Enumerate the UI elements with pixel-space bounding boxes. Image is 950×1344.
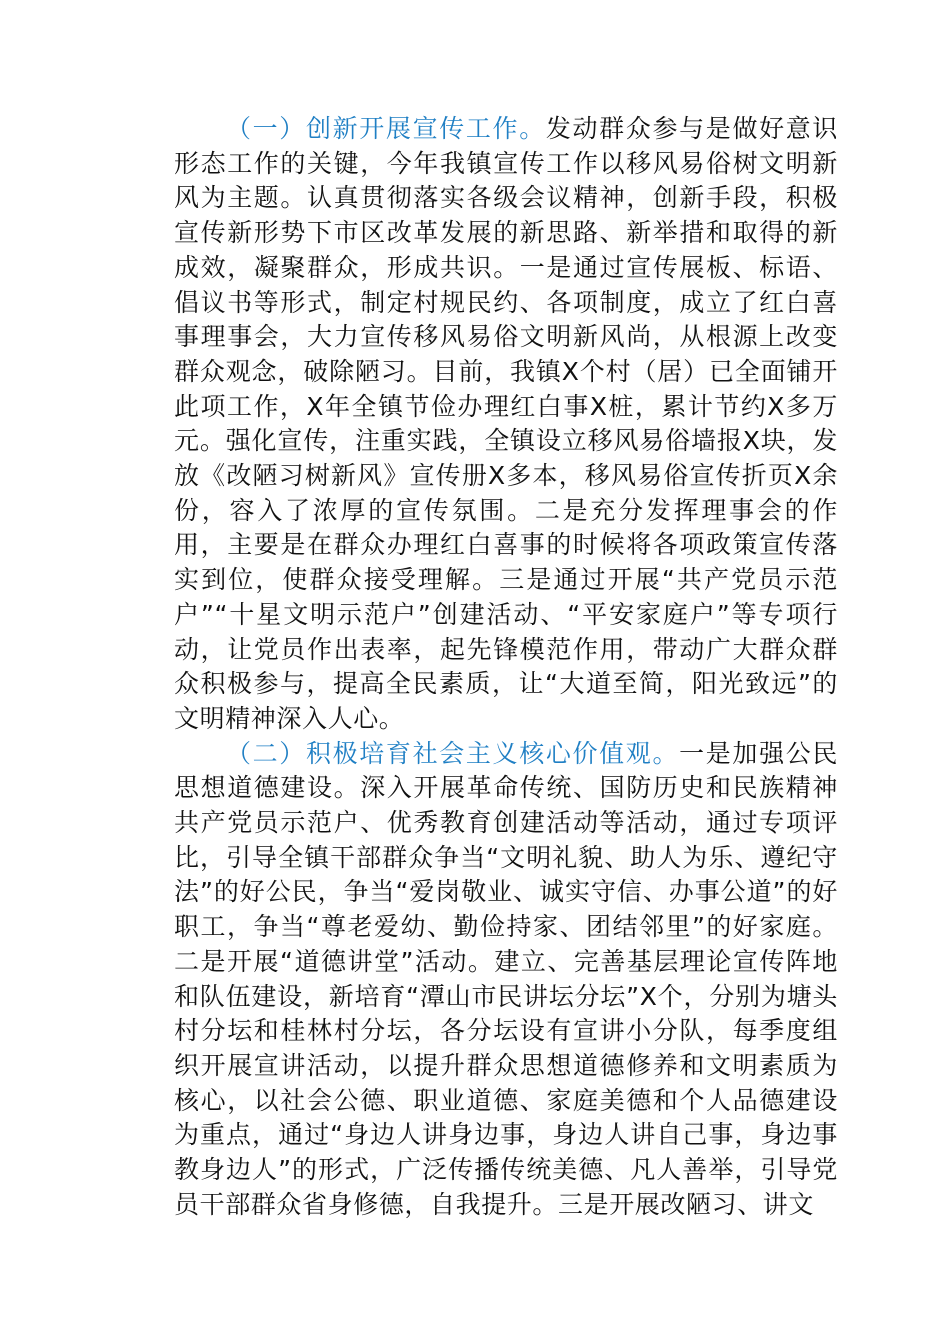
section-heading-2: （二）积极培育社会主义核心价值观。 <box>226 738 680 768</box>
paragraph-text-2: 一是加强公民思想道德建设。深入开展革命传统、国防历史和民族精神共产党员示范户、优秀教育创建活动等活动，通过专项评比，引导全镇干部群众争当“文明礼貌、助人为乐、遵纪守法”的好公民，争当“爱岗敬业、诚实守信、办事公道”的好职工，争当“尊老爱幼、勤俭持家、团结邻里”的好家庭。二是开展“道德讲堂”活动。建立、完善基层理论宣传阵地和队伍建设，新培育“潭山市民讲坛分坛”X个，分别为塘头村分坛和桂林村分坛，各分坛设有宣讲小分队，每季度组织开展宣讲活动，以提升群众思想道德修养和文明素质为核心，以社会公德、职业道德、家庭美德和个人品德建设为重点，通过“身边人讲身边事，身边人讲自己事，身边事教身边人”的形式，广泛传播传统美德、凡人善举，引导党员干部群众省身修德，自我提升。三是开展改陋习、讲文 <box>174 738 838 1219</box>
section-heading-1: （一）创新开展宣传工作。 <box>226 114 546 143</box>
paragraph-core-values <box>174 737 838 1223</box>
document-body <box>174 112 838 1223</box>
paragraph-text-1: 发动群众参与是做好意识形态工作的关键，今年我镇宣传工作以移风易俗树文明新风为主题。认真贯彻落实各级会议精神，创新手段，积极宣传新形势下市区改革发展的新思路、新举措和取得的新成效，凝聚群众，形成共识。一是通过宣传展板、标语、倡议书等形式，制定村规民约、各项制度，成立了红白喜事理事会，大力宣传移风易俗文明新风尚，从根源上改变群众观念，破除陋习。目前，我镇X个村（居）已全面铺开此项工作，X年全镇节俭办理红白事X桩，累计节约X多万元。强化宣传，注重实践，全镇设立移风易俗墙报X块，发放《改陋习树新风》宣传册X多本，移风易俗宣传折页X余份，容入了浓厚的宣传氛围。二是充分发挥理事会的作用，主要是在群众办理红白喜事的时候将各项政策宣传落实到位，使群众接受理解。三是通过开展“共产党员示范户”“十星文明示范户”创建活动、“平安家庭户”等专项行动，让党员作出表率，起先锋模范作用，带动广大群众群众积极参与，提高全民素质，让“大道至简，阳光致远”的文明精神深入人心。 <box>174 114 839 733</box>
paragraph-publicity-work <box>174 112 838 737</box>
